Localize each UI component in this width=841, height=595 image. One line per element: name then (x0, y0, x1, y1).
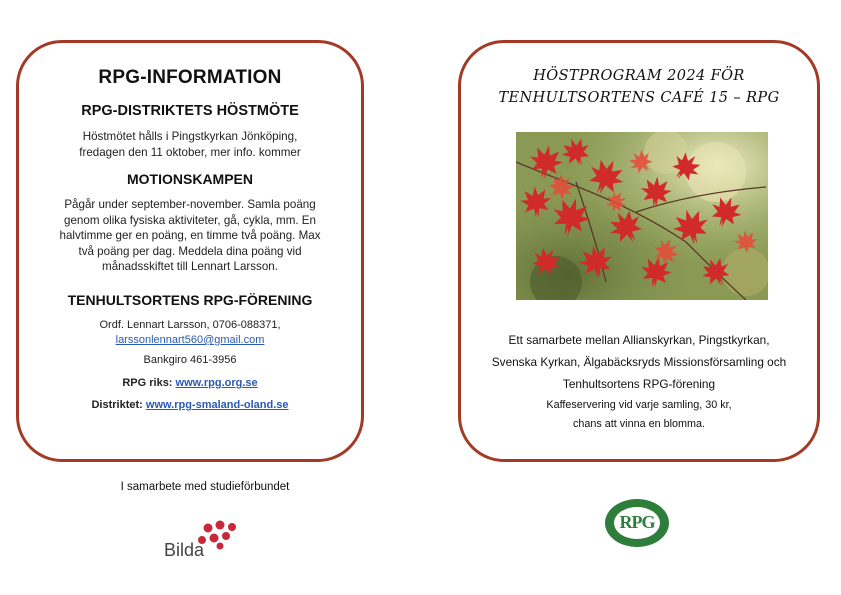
email-row (19, 333, 361, 348)
coffee-text (461, 396, 817, 434)
section-heading-forening: TENHULTSORTENS RPG-FÖRENING (67, 292, 313, 308)
rpg-logo (604, 498, 670, 548)
autumn-maple-leaves-image (516, 132, 768, 300)
section-heading-hostmote: RPG-DISTRIKTETS HÖSTMÖTE (81, 103, 299, 119)
bilda-logo-text: Bilda (164, 540, 205, 560)
bilda-logo (162, 518, 242, 564)
motion-line: två poäng per dag. Meddela dina poäng vid (78, 244, 302, 258)
studieforbund-label: I samarbete med studieförbundet (120, 481, 290, 493)
distrikt-label: Distriktet: (91, 399, 143, 411)
partners-line: Ett samarbete mellan Allianskyrkan, Pingstkyrkan, (508, 333, 770, 347)
program-title-line: TENHULTSORTENS CAFÉ 15 – RPG (498, 90, 780, 106)
rpg-logo-text: RPG (619, 512, 655, 532)
motion-line: månadsskiftet till Lennart Larsson. (102, 260, 278, 273)
motionskampen-text (19, 197, 361, 275)
bankgiro-text: Bankgiro 461-3956 (143, 354, 237, 366)
riks-row (19, 376, 361, 391)
hostmote-line: Höstmötet hålls i Pingstkyrkan Jönköping, (82, 130, 298, 143)
riks-link[interactable]: www.rpg.org.se (175, 377, 258, 389)
partners-line: Svenska Kyrkan, Älgabäcksryds Missionsförsamling och (491, 355, 787, 369)
program-title (461, 65, 817, 109)
partners-text (461, 329, 817, 395)
riks-label: RPG riks: (122, 377, 173, 389)
ordf-text: Ordf. Lennart Larsson, 0706-088371, (99, 319, 281, 331)
motion-line: genom olika fysiska aktiviteter, gå, cykla, mm. En (64, 213, 316, 227)
hostmote-line: fredagen den 11 oktober, mer info. kommer (79, 145, 301, 159)
partners-line: Tenhultsortens RPG-förening (562, 377, 716, 391)
hostmote-text (19, 129, 361, 160)
info-title: RPG-INFORMATION (98, 67, 282, 88)
distrikt-link[interactable]: www.rpg-smaland-oland.se (145, 399, 289, 411)
coffee-line: Kaffeservering vid varje samling, 30 kr, (546, 399, 732, 411)
coffee-line: chans att vinna en blomma. (572, 418, 706, 430)
motion-line: Pågår under september-november. Samla poäng (64, 198, 316, 211)
email-link[interactable]: larssonlennart560@gmail.com (115, 334, 265, 346)
motion-line: halvtimme ger en poäng, en timme två poäng. Max (59, 229, 321, 242)
distrikt-row (19, 398, 361, 413)
program-title-line: HÖSTPROGRAM 2024 FÖR (533, 68, 745, 84)
left-info-panel (16, 40, 364, 462)
section-heading-motionskampen: MOTIONSKAMPEN (127, 171, 253, 187)
